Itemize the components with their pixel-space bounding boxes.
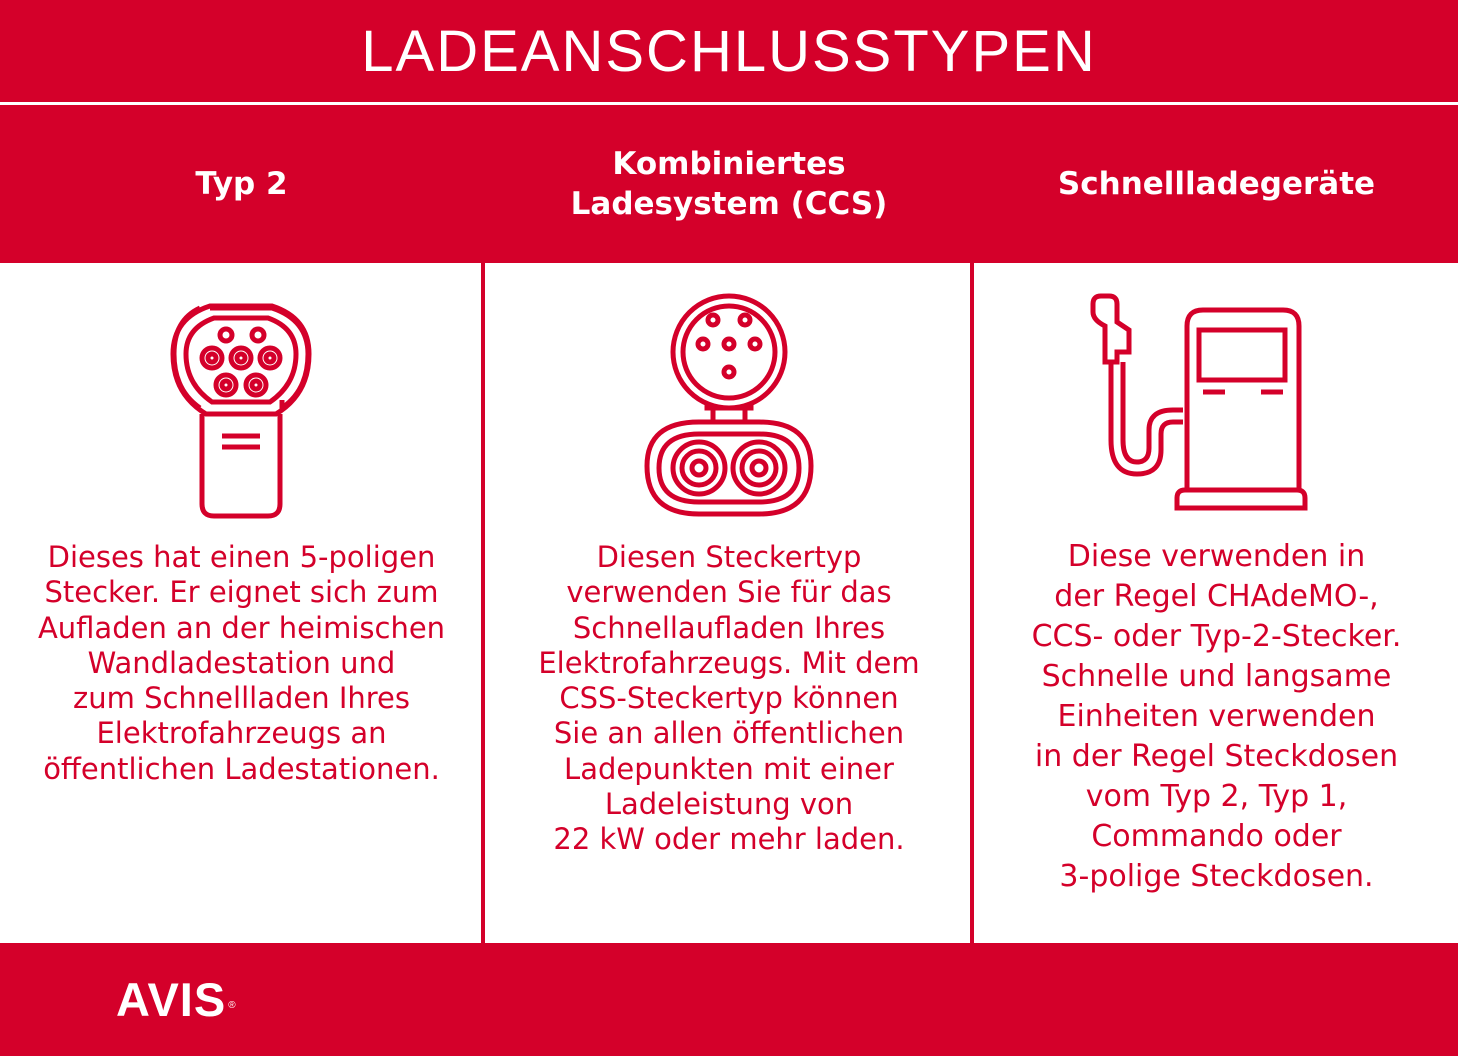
description-line: verwenden Sie für das [566, 575, 892, 610]
column-heading-ccs [486, 105, 972, 263]
description-line: Diesen Steckertyp [596, 540, 862, 574]
description-line: Commando oder [1091, 819, 1342, 854]
description-line: Elektrofahrzeugs an [96, 716, 387, 751]
page-title: LADEANSCHLUSSTYPEN [361, 18, 1097, 84]
registered-mark: ® [228, 1000, 237, 1011]
column-heading-line: Kombiniertes [612, 146, 846, 182]
logo-text: AVIS [116, 973, 227, 1026]
column-heading-line: Typ 2 [195, 166, 288, 202]
description-line: CSS-Steckertyp können [559, 681, 899, 716]
description-line: Ladepunkten mit einer [564, 751, 894, 786]
description-line: Schnelle und langsame [1041, 659, 1392, 694]
description-line: vom Typ 2, Typ 1, [1085, 779, 1348, 814]
column-description-ccs [486, 540, 972, 858]
charging-station-icon [1087, 290, 1309, 520]
description-line: der Regel CHAdeMO-, [1054, 579, 1379, 614]
description-line: öffentlichen Ladestationen. [43, 751, 440, 786]
description-line: Dieses hat einen 5-poligen [47, 540, 436, 574]
column-heading-line: Schnellladegeräte [1057, 166, 1376, 202]
description-line: Aufladen an der heimischen [37, 610, 446, 645]
description-line: in der Regel Steckdosen [1034, 739, 1399, 774]
description-line: Wandladestation und [87, 645, 396, 680]
description-line: Diese verwenden in [1067, 539, 1366, 574]
ccs-plug-icon [643, 290, 815, 520]
description-line: zum Schnellladen Ihres [73, 681, 410, 716]
avis-logo [116, 972, 237, 1028]
description-line: Ladeleistung von [604, 787, 854, 822]
column-heading-line: Ladesystem (CCS) [570, 186, 888, 222]
description-line: Einheiten verwenden [1057, 699, 1376, 734]
description-line: Schnellaufladen Ihres [572, 610, 886, 645]
column-description-schnelllader [975, 537, 1458, 897]
description-line: Sie an allen öffentlichen [553, 716, 905, 751]
description-line: 22 kW oder mehr laden. [553, 822, 905, 857]
description-line: Elektrofahrzeugs. Mit dem [538, 645, 920, 680]
description-line: Stecker. Er eignet sich zum [44, 575, 439, 610]
column-heading-typ2 [0, 105, 483, 263]
description-line: CCS- oder Typ-2-Stecker. [1031, 619, 1402, 654]
column-heading-schnelllader [975, 105, 1458, 263]
column-description-typ2 [0, 540, 483, 787]
description-line: 3-polige Steckdosen. [1059, 859, 1374, 894]
type2-plug-icon [170, 290, 312, 520]
